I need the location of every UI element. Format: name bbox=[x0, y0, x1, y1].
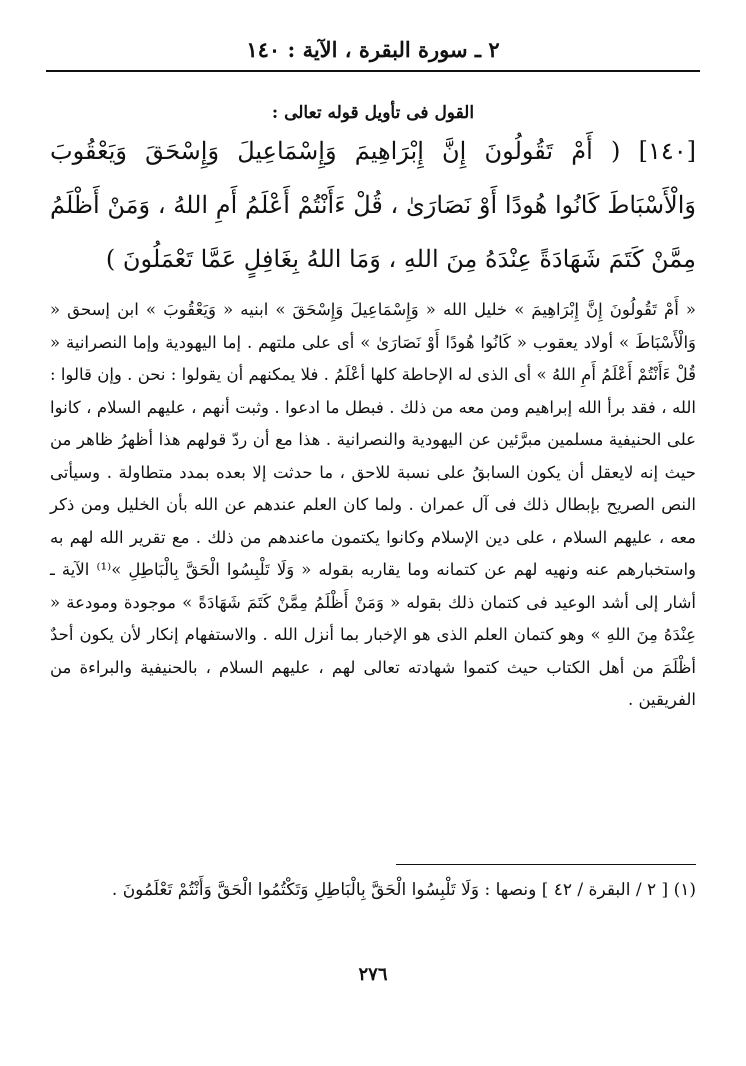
running-header: ٢ ـ سورة البقرة ، الآية : ١٤٠ bbox=[246, 37, 500, 62]
footnote: (١) [ ٢ / البقرة / ٤٢ ] ونصها : وَلَا تَلْبِسُوا الْحَقَّ بِالْبَاطِلِ وَتَكْتُمُوا الْحَقَّ وَأَنْتُمْ تَعْلَمُونَ . bbox=[111, 880, 696, 900]
page-number: ٢٧٦ bbox=[358, 964, 388, 985]
section-heading: القول فى تأويل قوله تعالى : bbox=[271, 103, 475, 123]
quran-verse: [١٤٠] ( أَمْ تَقُولُونَ إِنَّ إِبْرَاهِيمَ وَإِسْمَاعِيلَ وَإِسْحَقَ وَيَعْقُوبَ وَالْأَسْبَاطَ كَانُوا هُودًا أَوْ نَصَارَىٰ ، قُلْ ءَأَنْتُمْ أَعْلَمُ أَمِ اللهُ ، وَمَنْ أَظْلَمُ مِمَّنْ كَتَمَ شَهَادَةً عِنْدَهُ مِنَ اللهِ ، وَمَا اللهُ بِغَافِلٍ عَمَّا تَعْمَلُونَ ) bbox=[50, 137, 696, 273]
commentary-text bbox=[50, 294, 696, 717]
commentary-paragraph: « أَمْ تَقُولُونَ إِنَّ إِبْرَاهِيمَ » خليل الله « وَإِسْمَاعِيلَ وَإِسْحَقَ » ابنيه « وَيَعْقُوبَ » ابن إسحق « وَالْأَسْبَاطَ » أولاد يعقوب « كَانُوا هُودًا أَوْ نَصَارَىٰ » أى على ملتهم . إما اليهودية وإما النصرانية « قُلْ ءَأَنْتُمْ أَعْلَمُ أَمِ اللهُ » أى الذى له الإحاطة كلها أعْلَمُ . فلا يمكنهم أن يقولوا : نحن . وإن قالوا : الله ، فقد برأ الله إبراهيم ومن معه من ذلك . فبطل ما ادعوا . وثبت أنهم ، عليهم السلام ، كانوا على الحنيفية مسلمين مبرَّئين عن اليهودية والنصرانية . هذا مع أن ردّ قولهم هذا أظهرُ ظاهر من حيث إنه لايعقل أن يكون السابقُ على نسبة للاحق ، ما حدثت إلا بعده بمدد متطاولة . وسيأتى النص الصريح بإبطال ذلك فى آل عمران . ولما كان العلم عندهم عن الله بأن الخليل ومن ذكر معه ، عليهم السلام ، على دين الإسلام وكانوا يكتمون ماعندهم من ذلك . مع تقرير الله لهم به واستخبارهم عنه ونهيه لهم عن كتمانه وما يقاربه بقوله « وَلَا تَلْبِسُوا الْحَقَّ بِالْبَاطِلِ »⁽¹⁾ الآية ـ أشار إلى أشد الوعيد فى كتمان ذلك بقوله « وَمَنْ أَظْلَمُ مِمَّنْ كَتَمَ شَهَادَةً » موجودة ومودعة « عِنْدَهُ مِنَ اللهِ » وهو كتمان العلم الذى هو الإخبار بما أنزل الله . والاستفهام إنكار لأن يكون أحدٌ أظْلَمَ من أهل الكتاب حيث كتموا شهادته تعالى لهم ، عليهم السلام ، بالحنيفية والبراءة من الفريقين . bbox=[50, 300, 696, 709]
footnote-rule bbox=[396, 864, 696, 865]
header-rule bbox=[46, 70, 700, 72]
